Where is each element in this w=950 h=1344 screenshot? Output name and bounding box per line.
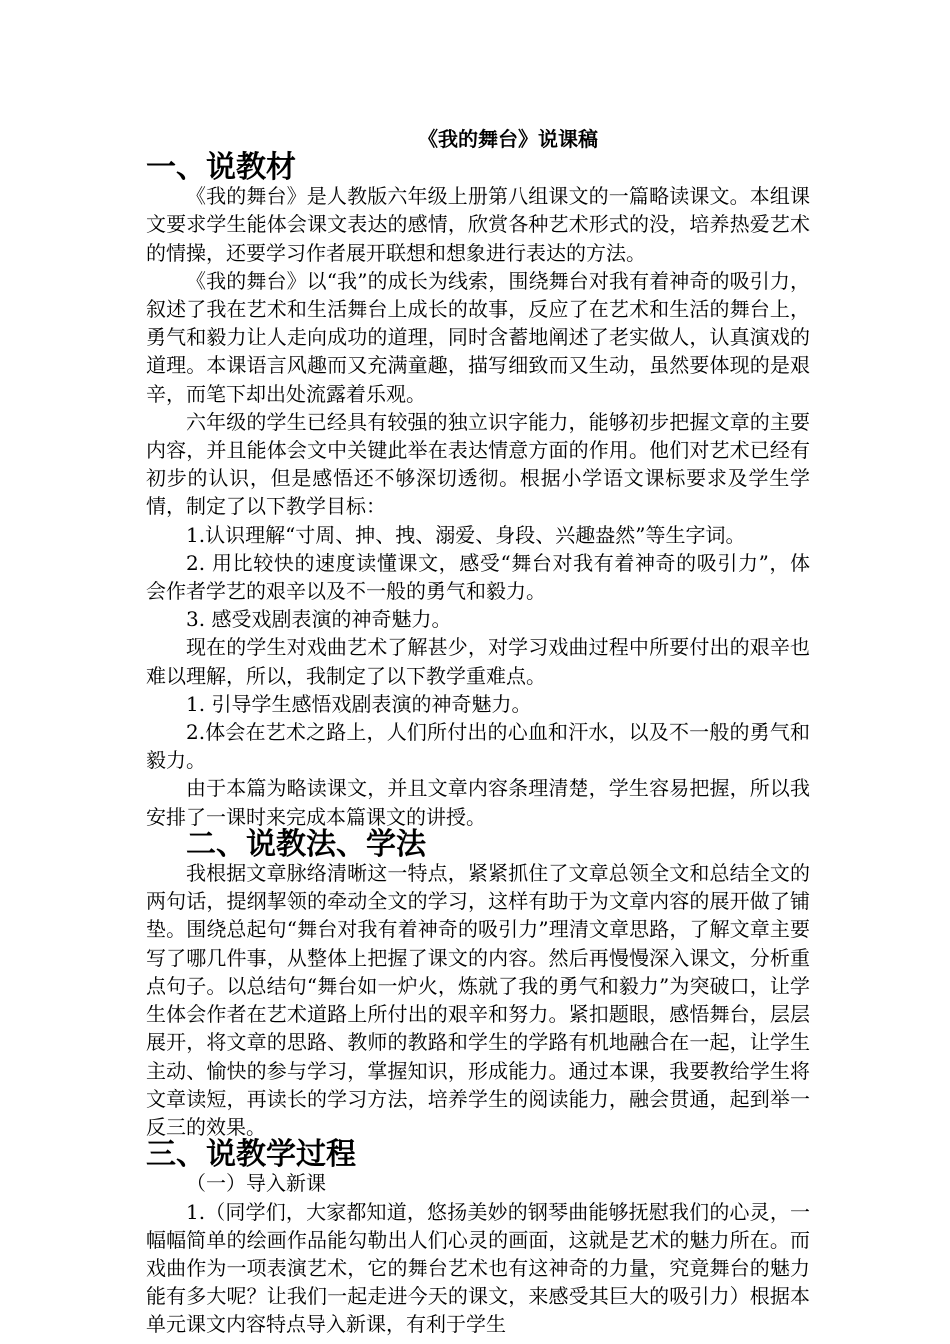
section-heading-1: 一、说教材 bbox=[146, 150, 296, 185]
paragraph: 《我的舞台》以“我”的成长为线索，围绕舞台对我有着神奇的吸引力，叙述了我在艺术和生活舞台上成长的故事，反应了在艺术和生活的舞台上，勇气和毅力让人走向成功的道理，同时含蓄地阐述了老实做人，认真演戏的道理。本课语言风趣而又充满童趣，描写细致而又生动，虽然要体现的是艰辛，而笔下却出处流露着乐观。 bbox=[146, 268, 810, 406]
list-item-key-point: 2.体会在艺术之路上，人们所付出的心血和汗水，以及不一般的勇气和毅力。 bbox=[146, 720, 810, 773]
list-item-key-point: 1. 引导学生感悟戏剧表演的神奇魅力。 bbox=[186, 691, 532, 716]
subsection-heading: （一）导入新课 bbox=[186, 1171, 326, 1196]
list-item-goal: 2. 用比较快的速度读懂课文，感受“舞台对我有着神奇的吸引力”，体会作者学艺的艰辛以及不一般的勇气和毅力。 bbox=[146, 550, 810, 604]
section-heading-2: 二、说教法、学法 bbox=[186, 826, 426, 862]
page-title: 《我的舞台》说课稿 bbox=[418, 127, 598, 151]
list-item-goal: 1.认识理解“寸周、抻、拽、溺爱、身段、兴趣盎然”等生字词。 bbox=[186, 522, 746, 547]
paragraph: 现在的学生对戏曲艺术了解甚少，对学习戏曲过程中所要付出的艰辛也难以理解，所以，我制定了以下教学重难点。 bbox=[146, 635, 810, 688]
paragraph: 我根据文章脉络清晰这一特点，紧紧抓住了文章总领全文和总结全文的两句话，提纲挈领的牵动全文的学习，这样有助于为文章内容的展开做了铺垫。围绕总起句“舞台对我有着神奇的吸引力”理清文章思路，了解文章主要写了哪几件事，从整体上把握了课文的内容。然后再慢慢深入课文，分析重点句子。以总结句“舞台如一炉火，炼就了我的勇气和毅力”为突破口，让学生体会作者在艺术道路上所付出的艰辛和努力。紧扣题眼，感悟舞台，层层展开，将文章的思路、教师的教路和学生的学路有机地融合在一起，让学生主动、愉快的参与学习，掌握知识，形成能力。通过本课，我要教给学生将文章读短，再读长的学习方法，培养学生的阅读能力，融会贯通，起到举一反三的效果。 bbox=[146, 861, 810, 1139]
section-heading-3: 三、说教学过程 bbox=[146, 1137, 356, 1173]
paragraph: 1.（同学们，大家都知道，悠扬美妙的钢琴曲能够抚慰我们的心灵，一幅幅简单的绘画作品能勾勒出人们心灵的画面，这就是艺术的魅力所在。而戏曲作为一项表演艺术，它的舞台艺术也有这神奇的力量，究竟舞台的魅力能有多大呢？让我们一起走进今天的课文，来感受其巨大的吸引力）根据本单元课文内容特点导入新课，有利于学生 bbox=[146, 1199, 810, 1337]
document-page bbox=[146, 124, 810, 1339]
paragraph: 六年级的学生已经具有较强的独立识字能力，能够初步把握文章的主要内容，并且能体会文中关键此举在表达情意方面的作用。他们对艺术已经有初步的认识，但是感悟还不够深切透彻。根据小学语文课标要求及学生学情，制定了以下教学目标： bbox=[146, 409, 810, 519]
paragraph: 《我的舞台》是人教版六年级上册第八组课文的一篇略读课文。本组课文要求学生能体会课文表达的感情，欣赏各种艺术形式的没，培养热爱艺术的情操，还要学习作者展开联想和想象进行表达的方法。 bbox=[146, 184, 810, 265]
list-item-goal: 3. 感受戏剧表演的神奇魅力。 bbox=[186, 607, 452, 632]
paragraph: 由于本篇为略读课文，并且文章内容条理清楚，学生容易把握，所以我安排了一课时来完成本篇课文的讲授。 bbox=[146, 776, 810, 829]
